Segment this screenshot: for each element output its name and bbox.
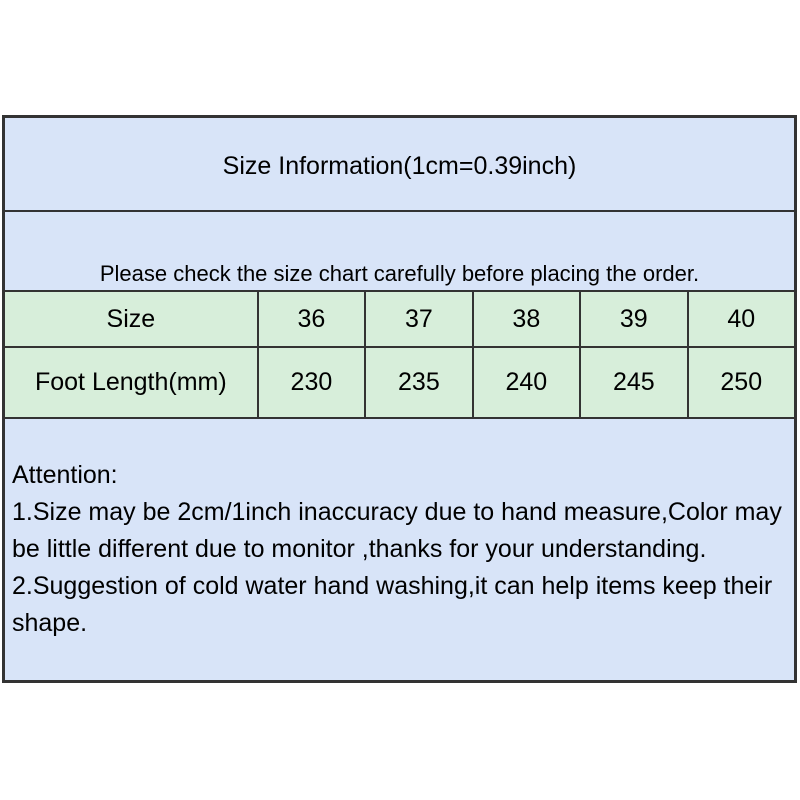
attention-line-3: 2.Suggestion of cold water hand washing,it can help items keep their	[12, 572, 773, 600]
title-row	[5, 118, 794, 210]
foot-length-row-header: Foot Length(mm)	[34, 368, 227, 396]
attention-line-1: 1.Size may be 2cm/1inch inaccuracy due to hand measure,Color may	[12, 498, 782, 526]
notice-row	[5, 210, 794, 290]
size-value-38: 38	[472, 292, 579, 346]
foot-length-value-245: 245	[579, 348, 686, 417]
size-value-39: 39	[579, 292, 686, 346]
size-value-37: 37	[364, 292, 471, 346]
foot-length-value-240: 240	[472, 348, 579, 417]
attention-heading: Attention:	[12, 461, 118, 489]
notice-text: Please check the size chart carefully before placing the order.	[99, 261, 700, 286]
attention-line-4: shape.	[12, 609, 88, 637]
size-value-36: 36	[257, 292, 364, 346]
foot-length-value-235: 235	[364, 348, 471, 417]
size-chart-title: Size Information(1cm=0.39inch)	[222, 151, 577, 180]
foot-length-value-250: 250	[687, 348, 794, 417]
foot-length-value-230: 230	[257, 348, 364, 417]
attention-section	[5, 417, 794, 680]
size-value-40: 40	[687, 292, 794, 346]
attention-line-2: be little different due to monitor ,thanks for your understanding.	[12, 535, 707, 563]
size-row-header: Size	[106, 304, 156, 333]
size-header-row	[5, 290, 794, 346]
size-chart-table	[2, 115, 797, 683]
foot-length-row	[5, 346, 794, 417]
